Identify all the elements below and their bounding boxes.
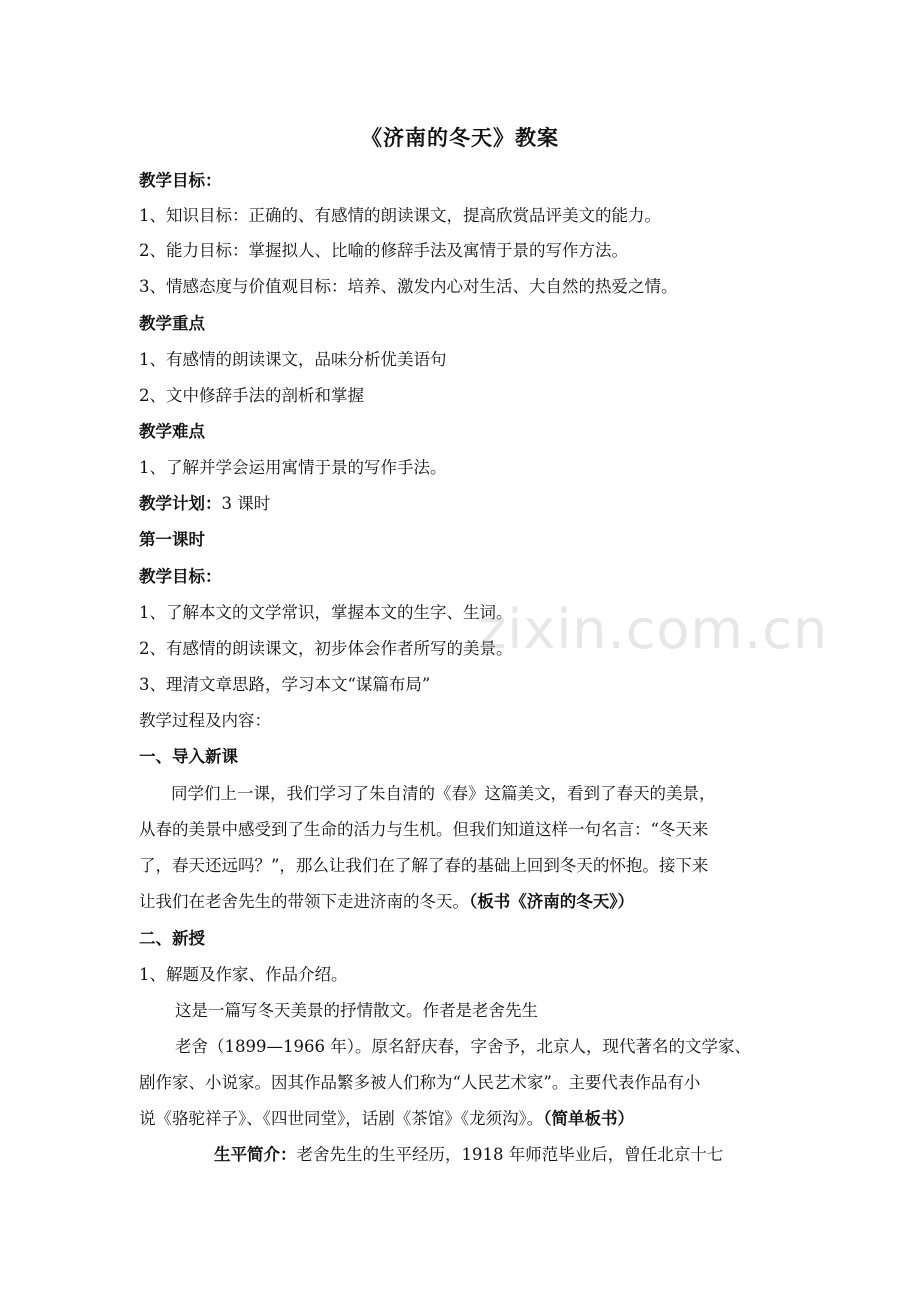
lesson1-heading: 第一课时 (139, 530, 205, 549)
intro-paragraph-line-1: 同学们上一课，我们学习了朱自清的《春》这篇美文，看到了春天的美景， (171, 784, 716, 803)
subsection1-paragraph: 这是一篇写冬天美景的抒情散文。作者是老舍先生 (175, 1001, 538, 1020)
author-paragraph-line-3 (139, 1108, 634, 1130)
goals-heading: 教学目标： (139, 171, 222, 190)
intro-paragraph-line-3: 了，春天还远吗？”，那么让我们在了解了春的基础上回到冬天的怀抱。接下来 (139, 856, 709, 875)
biography-text: 老舍先生的生平经历，1918 年师范毕业后，曾任北京十七 (296, 1145, 724, 1164)
author-paragraph-line-1: 老舍（1899—1966 年）。原名舒庆春，字舍予，北京人，现代著名的文学家、 (175, 1037, 751, 1056)
teaching-plan-label: 教学计划： (139, 494, 222, 513)
blackboard-note: （板书《济南的冬天》） (469, 892, 634, 911)
section1-heading: 一、导入新课 (139, 747, 238, 766)
watermark-text: zixin.com.cn (478, 598, 829, 661)
document-title: 《济南的冬天》教案 (361, 126, 559, 150)
teaching-plan (139, 493, 270, 515)
teaching-plan-value: 3 课时 (221, 494, 271, 513)
section2-heading: 二、新授 (139, 929, 205, 948)
intro-paragraph-line-2: 从春的美景中感受到了生命的活力与生机。但我们知道这样一句名言：“冬天来 (139, 820, 709, 839)
focus-heading: 教学重点 (139, 314, 205, 333)
process-heading: 教学过程及内容： (139, 711, 271, 730)
author-paragraph-line-2: 剧作家、小说家。因其作品繁多被人们称为“人民艺术家”。主要代表作品有小 (139, 1073, 701, 1092)
lesson1-goal-item-3: 3、理清文章思路，学习本文“谋篇布局” (139, 675, 431, 694)
difficulty-item-1: 1、了解并学会运用寓情于景的写作手法。 (139, 458, 447, 477)
author-paragraph-text: 说《骆驼祥子》、《四世同堂》，话剧《茶馆》《龙须沟》。 (139, 1109, 544, 1128)
difficulty-heading: 教学难点 (139, 422, 205, 441)
goal-item-1: 1、知识目标：正确的、有感情的朗读课文，提高欣赏品评美文的能力。 (139, 206, 661, 225)
subsection1-heading: 1、解题及作家、作品介绍。 (139, 965, 348, 984)
focus-item-1: 1、有感情的朗读课文，品味分析优美语句 (139, 350, 447, 369)
blackboard-note-simple: （简单板书） (543, 1109, 634, 1128)
biography-label: 生平简介： (214, 1145, 297, 1164)
biography-line (214, 1144, 723, 1166)
lesson1-goals-heading: 教学目标： (139, 567, 222, 586)
intro-paragraph-line-4 (139, 891, 634, 913)
lesson1-goal-item-1: 1、了解本文的文学常识，掌握本文的生字、生词。 (139, 603, 513, 622)
goal-item-2: 2、能力目标：掌握拟人、比喻的修辞手法及寓情于景的写作方法。 (139, 241, 628, 260)
goal-item-3: 3、情感态度与价值观目标：培养、激发内心对生活、大自然的热爱之情。 (139, 277, 678, 296)
focus-item-2: 2、文中修辞手法的剖析和掌握 (139, 386, 364, 405)
intro-paragraph-text: 让我们在老舍先生的带领下走进济南的冬天。 (139, 892, 469, 911)
lesson1-goal-item-2: 2、有感情的朗读课文，初步体会作者所写的美景。 (139, 639, 513, 658)
